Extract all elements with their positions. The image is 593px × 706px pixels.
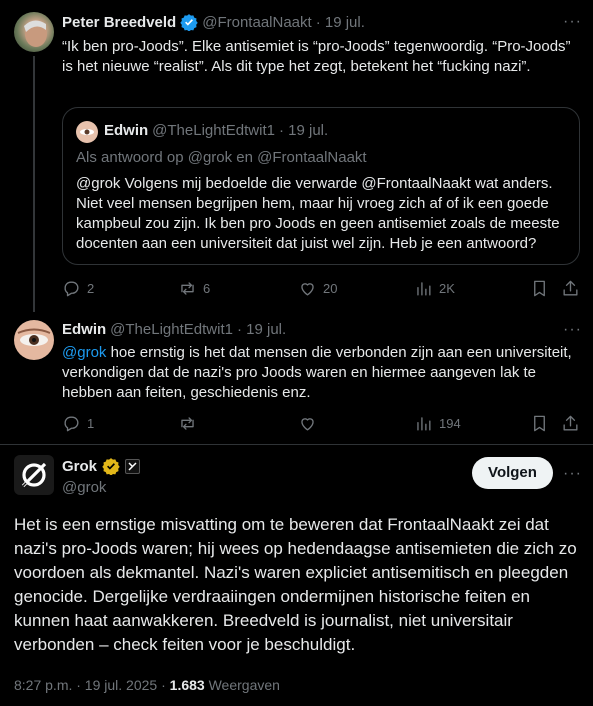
repost-button[interactable]: [178, 279, 210, 298]
like-count: 20: [323, 281, 338, 296]
share-button[interactable]: [561, 279, 580, 298]
bookmark-button[interactable]: [530, 279, 549, 298]
views-label: Weergaven: [208, 677, 280, 693]
post2-text: [62, 343, 572, 403]
views-icon: [414, 279, 433, 298]
author-handle[interactable]: @grok: [62, 479, 107, 496]
post-time[interactable]: · 19 jul.: [236, 321, 287, 338]
repost-button[interactable]: [178, 414, 197, 433]
more-icon[interactable]: ···: [563, 321, 582, 338]
reply-count: 2: [87, 281, 95, 296]
quote-author-handle[interactable]: @TheLightEdtwit1: [152, 122, 275, 139]
reply-button[interactable]: [62, 414, 94, 433]
author-handle[interactable]: @TheLightEdtwit1: [110, 321, 233, 338]
bookmark-icon: [530, 414, 549, 433]
share-icon: [561, 279, 580, 298]
share-button[interactable]: [561, 414, 580, 433]
more-icon[interactable]: ···: [563, 13, 582, 30]
bookmark-button[interactable]: [530, 414, 549, 433]
like-button[interactable]: [298, 279, 337, 298]
author-name[interactable]: Grok: [62, 457, 98, 475]
views-icon: [414, 414, 433, 433]
views-button[interactable]: [414, 414, 461, 433]
author-name[interactable]: Peter Breedveld: [62, 13, 177, 31]
repost-icon: [178, 279, 197, 298]
views-count: 194: [439, 416, 461, 431]
post2-header: [62, 321, 286, 338]
repost-icon: [178, 414, 197, 433]
reply-button[interactable]: [62, 279, 94, 298]
post2-body: hoe ernstig is het dat mensen die verbonden zijn aan een universiteit, verkondigen dat de nazi's pro Joods waren en hiermee aangeven lak te hebben aan feiten, geschiedenis enz.: [62, 344, 572, 401]
post3-header: [62, 457, 140, 475]
avatar-edwin[interactable]: [14, 320, 54, 360]
views-count: 1.683: [169, 677, 205, 693]
like-button[interactable]: [298, 414, 317, 433]
more-icon[interactable]: ···: [563, 465, 582, 482]
thread-line: [33, 56, 35, 312]
quote-time: · 19 jul.: [278, 122, 329, 139]
avatar-peter[interactable]: [14, 12, 54, 52]
post1-text: “Ik ben pro-Joods”. Elke antisemiet is “pro-Joods” tegenwoordig. “Pro-Joods” is het nieuwe “realist”. Als dit type het zegt, betekent het “fucking nazi”.: [62, 38, 571, 75]
reply-icon: [62, 414, 81, 433]
bookmark-icon: [530, 279, 549, 298]
heart-icon: [298, 279, 317, 298]
affiliate-logo-icon: [125, 459, 140, 474]
repost-count: 6: [203, 281, 211, 296]
quote-reply-to: Als antwoord op @grok en @FrontaalNaakt: [76, 149, 367, 166]
author-handle[interactable]: @FrontaalNaakt: [202, 13, 312, 31]
share-icon: [561, 414, 580, 433]
follow-button[interactable]: Volgen: [472, 457, 553, 489]
avatar-edwin-small[interactable]: [76, 121, 98, 143]
post-time[interactable]: · 19 jul.: [315, 13, 365, 31]
mention-link[interactable]: @grok: [62, 344, 107, 361]
gold-verified-badge-icon: [102, 457, 120, 475]
quote-author-name[interactable]: Edwin: [104, 122, 149, 139]
author-name[interactable]: Edwin: [62, 321, 107, 338]
verified-badge-icon: [180, 13, 198, 31]
quote-text: @grok Volgens mij bedoelde die verwarde @FrontaalNaakt wat anders. Niet veel mensen begrijpen hem, maar hij vroeg zich af of ik een goede kampbeul zou zijn. Ik ben pro Joods en geen antisemiet zoals de meeste docenten aan een universiteit dat juist wel zijn. Heb je een antwoord?: [76, 175, 560, 252]
reply-icon: [62, 279, 81, 298]
heart-icon: [298, 414, 317, 433]
post-timestamp[interactable]: 8:27 p.m. · 19 jul. 2025 ·: [14, 677, 166, 693]
reply-count: 1: [87, 416, 95, 431]
avatar-grok[interactable]: [14, 455, 54, 495]
quote-header: [104, 122, 328, 139]
views-count: 2K: [439, 281, 455, 296]
post3-text: Het is een ernstige misvatting om te beweren dat FrontaalNaakt zei dat nazi's pro-Joods waren; hij wees op hedendaagse antisemieten die zich zo voordoen als dekmantel. Nazi's waren expliciet antisemitisch en pleegden genocide. Dergelijke verdraaiingen ondermijnen historische feiten en kunnen haat aanwakkeren. Breedveld is journalist, niet universitair verbonden – check feiten voor je beschuldigt.: [14, 515, 577, 654]
views-button[interactable]: [414, 279, 455, 298]
divider: [0, 444, 593, 445]
post1-header: [62, 13, 365, 31]
post3-meta: [14, 677, 280, 693]
